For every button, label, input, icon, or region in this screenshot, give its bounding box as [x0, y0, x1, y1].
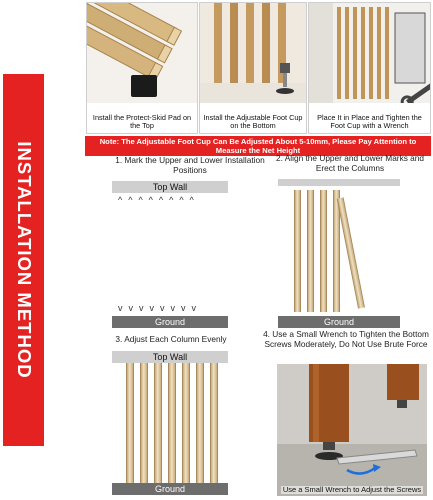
wrench-caption: Use a Small Wrench to Adjust the Screws — [282, 484, 422, 494]
ground-step1: Ground — [112, 316, 228, 328]
column — [294, 190, 301, 312]
banner-title: INSTALLATION METHOD — [13, 141, 35, 379]
top-wall-step3: Top Wall — [112, 351, 228, 363]
lower-position-marks: vvvvvvvv — [118, 303, 202, 313]
protect-pad-image — [87, 3, 197, 103]
column — [307, 190, 314, 312]
column — [168, 363, 176, 483]
step-panel-wrench — [308, 2, 431, 134]
step-panel-protect-pad — [86, 2, 198, 134]
top-wall-step1: Top Wall — [112, 181, 228, 193]
column — [320, 190, 327, 312]
installed-partition-image — [309, 3, 430, 103]
column — [210, 363, 218, 483]
column — [154, 363, 162, 483]
step-caption-protect-pad: Install the Protect-Skid Pad on the Top — [92, 112, 192, 130]
ground-step2: Ground — [278, 316, 400, 328]
installation-method-banner — [3, 74, 44, 446]
upper-position-marks: ^^^^^^^^ — [118, 195, 200, 205]
step-caption-wrench: Place It in Place and Tighten the Foot Cup with a Wrench — [317, 112, 422, 130]
top-wall-step2 — [278, 179, 400, 186]
column — [126, 363, 134, 483]
note-bar: Note: The Adjustable Foot Cup Can Be Adjusted About 5-10mm, Please Pay Attention to Measure the Net Height — [85, 136, 431, 156]
step-panel-foot-cup — [199, 2, 307, 134]
wrench-adjust-photo — [277, 364, 427, 496]
column-tilted — [337, 197, 365, 308]
column — [140, 363, 148, 483]
column — [196, 363, 204, 483]
step4-title: 4. Use a Small Wrench to Tighten the Bottom Screws Moderately, Do Not Use Brute Force — [263, 329, 429, 349]
step3-title: 3. Adjust Each Column Evenly — [115, 334, 227, 344]
step1-title: 1. Mark the Upper and Lower Installation Positions — [115, 155, 265, 175]
foot-cup-image — [200, 3, 306, 103]
step-caption-foot-cup: Install the Adjustable Foot Cup on the Bottom — [203, 112, 303, 130]
column — [182, 363, 190, 483]
ground-step3: Ground — [112, 483, 228, 495]
step2-title: 2. Align the Upper and Lower Marks and Erect the Columns — [275, 153, 425, 173]
